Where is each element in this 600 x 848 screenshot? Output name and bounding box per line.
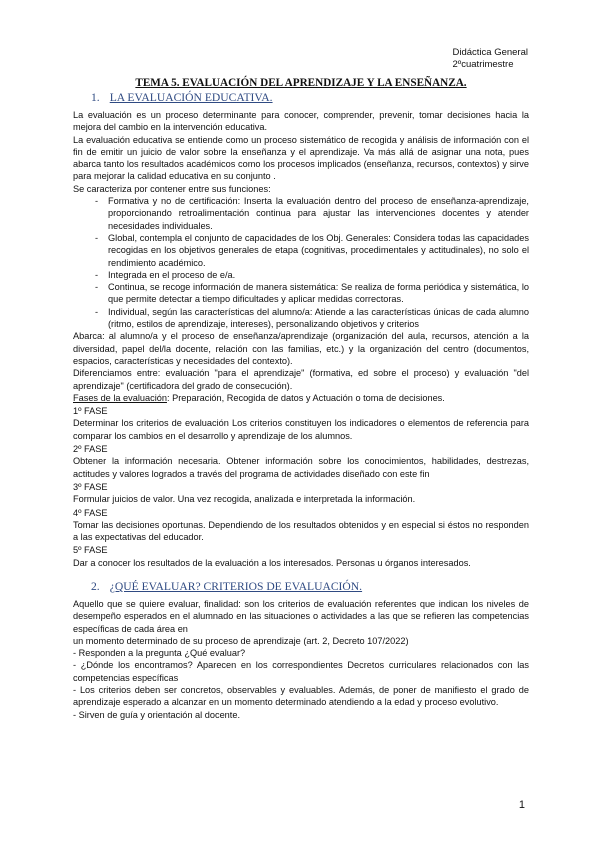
page-header — [452, 47, 528, 71]
phase-3-label: 3º FASE — [73, 481, 108, 492]
section-1-paragraph-2: La evaluación educativa se entiende como un proceso sistemático de recogida y análisis de información con el fin de emitir un juicio de valor sobre la enseñanza y el aprendizaje. Va más allá de asignar una nota, pues abarca tanto los resultados académicos como los procesos implicados (enseñanza, recursos, contextos) y sirve para mejorar la calidad educativa en su conjunto . — [73, 134, 529, 182]
function-item: - Continua, se recoge información de manera sistemática: Se realiza de forma periódica y sistemática, lo que permite detectar a tiempo dificultades y aplicar medidas correctoras. — [95, 281, 529, 306]
section-2-item: - ¿Dónde los encontramos? Aparecen en los correspondientes Decretos curriculares relacionados con las competencias específicas — [73, 660, 529, 683]
section-1-paragraph-3: Se caracteriza por contener entre sus funciones: — [73, 183, 271, 194]
phase-3-text: Formular juicios de valor. Una vez recogida, analizada e interpretada la información. — [73, 494, 416, 505]
phase-4-label: 4º FASE — [73, 507, 108, 518]
function-item: - Global, contempla el conjunto de capacidades de los Obj. Generales: Considera todas las capacidades recogidas en los objetivos generales de etapa (cognitivas, procedimentales y actitudinales), no solo el rendimiento académico. — [95, 232, 529, 269]
phases-intro — [73, 392, 529, 404]
section-1-paragraph-5: Diferenciamos entre: evaluación "para el aprendizaje" (formativa, ed sobre el proceso) y evaluación "del aprendizaje" (certificadora del grado de consecución). — [73, 368, 529, 391]
section-2-heading — [91, 580, 529, 594]
phases-label: Fases de la evaluación — [73, 392, 167, 403]
section-1-paragraph-4: Abarca: al alumno/a y el proceso de enseñanza/aprendizaje (organización del aula, recursos, atención a la diversidad, papel del/la docente, relación con las familias, etc.) y la organización del centro (documentos, espacios, características y necesidades del contexto). — [73, 331, 529, 366]
main-title: TEMA 5. EVALUACIÓN DEL APRENDIZAJE Y LA ENSEÑANZA. — [135, 77, 467, 89]
phase-2-text: Obtener la información necesaria. Obtener información sobre los conocimientos, habilidades, destrezas, actitudes y valores logrados a través del programa de actividades diseñado con este fin — [73, 456, 529, 479]
phases-summary: : Preparación, Recogida de datos y Actuación o toma de decisiones. — [166, 392, 445, 403]
functions-list — [73, 195, 529, 330]
section-1-number: 1. — [91, 91, 100, 104]
phase-4-text: Tomar las decisiones oportunas. Dependiendo de los resultados obtenidos y en especial si éstos no responden a las expectativas del educador. — [73, 519, 529, 543]
section-1-title: LA EVALUACIÓN EDUCATIVA. — [109, 91, 273, 104]
section-2-paragraph-1: Aquello que se quiere evaluar, finalidad: son los criterios de evaluación referentes que indican los niveles de desempeño esperados en el alumnado en las situaciones o actividades a las que se refieren las competencias específicas de cada área en — [73, 598, 529, 634]
phase-1-label: 1º FASE — [73, 406, 108, 417]
section-2-number: 2. — [91, 579, 100, 593]
section-1-paragraph-1: La evaluación es un proceso determinante para conocer, comprender, prevenir, tomar decisiones hacia la mejora del cambio en la intervención educativa. — [73, 110, 529, 133]
section-2-paragraph-2: un momento determinado de su proceso de aprendizaje (art. 2, Decreto 107/2022) — [73, 635, 409, 646]
section-2-item: - Los criterios deben ser concretos, observables y evaluables. Además, de poner de manifiesto el grado de aprendizaje esperado a alcanzar en un momento determinado atendiendo a la edad y proceso evolutivo. — [73, 685, 529, 708]
function-item: - Formativa y no de certificación: Inserta la evaluación dentro del proceso de enseñanza-aprendizaje, proporcionando retroalimentación continua para ajustar las intervenciones docentes y atender necesidades individuales. — [95, 195, 529, 232]
header-subject: Didáctica General — [452, 47, 528, 58]
header-term: 2ºcuatrimestre — [452, 59, 514, 70]
section-2-item: - Responden a la pregunta ¿Qué evaluar? — [73, 648, 246, 659]
function-item: - Integrada en el proceso de e/a. — [95, 269, 529, 281]
function-item: - Individual, según las características del alumno/a: Atiende a las características únicas de cada alumno (ritmo, estilos de aprendizaje, intereses), personalizando objetivos y criterios — [95, 306, 529, 331]
section-1-heading — [91, 91, 529, 105]
phase-2-label: 2º FASE — [73, 444, 108, 455]
page-number: 1 — [518, 799, 525, 811]
phase-5-label: 5º FASE — [73, 545, 108, 556]
document-body — [73, 77, 529, 721]
phase-1-text: Determinar los criterios de evaluación Los criterios constituyen los indicadores o elementos de referencia para comparar los cambios en el desarrollo y aprendizaje de los alumnos. — [73, 418, 529, 441]
section-2-title: ¿QUÉ EVALUAR? CRITERIOS DE EVALUACIÓN. — [109, 579, 363, 593]
section-2-item: - Sirven de guía y orientación al docente. — [73, 709, 241, 720]
phase-5-text: Dar a conocer los resultados de la evaluación a los interesados. Personas u órganos interesados. — [73, 557, 471, 568]
